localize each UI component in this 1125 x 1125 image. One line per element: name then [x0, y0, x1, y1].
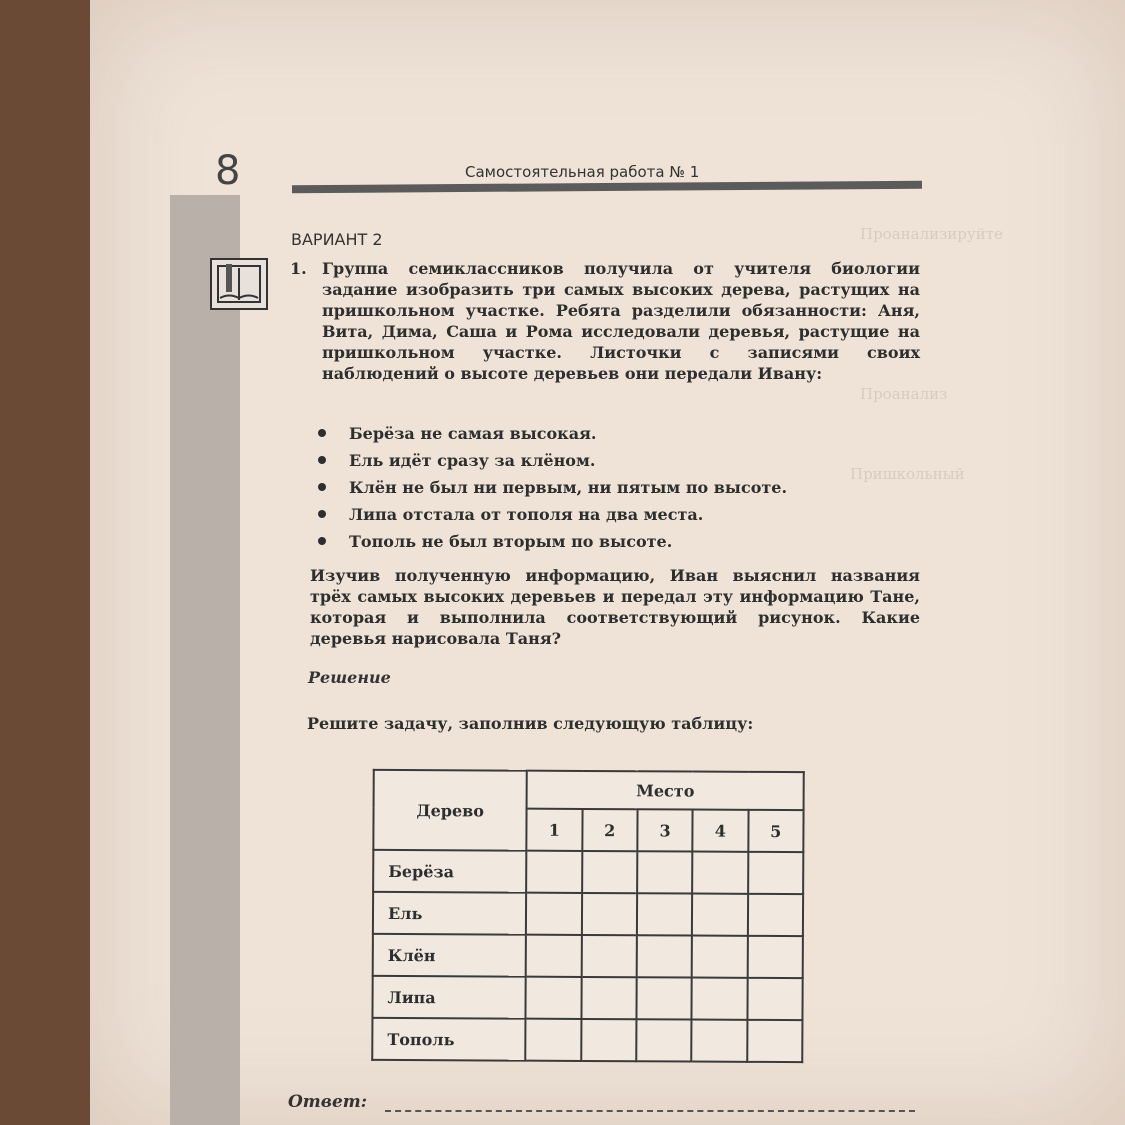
list-item [315, 532, 875, 559]
empty-cell[interactable] [581, 935, 637, 977]
task-text: Группа семиклассников получила от учителя биологии задание изобразить три самых высоких дерева, растущих на пришкольном участке. Ребята разделили обязанности: Аня, Вита, Дима, Саша и Рома исследовали деревья, растущие на пришкольном участке. Листочки с записями своих наблюдений о высоте деревьев они передали Ивану: [322, 259, 920, 383]
show-through-text: Проанализируйте [860, 225, 1003, 243]
tree-name-cell: Берёза [373, 850, 526, 893]
empty-cell[interactable] [692, 852, 748, 894]
empty-cell[interactable] [526, 851, 582, 893]
list-item [315, 478, 875, 505]
bullet-icon [318, 456, 326, 464]
empty-cell[interactable] [692, 978, 748, 1020]
place-number: 4 [693, 810, 749, 852]
table-row [373, 850, 803, 894]
table-row [373, 934, 803, 978]
show-through-text: Пришкольный [850, 465, 965, 483]
empty-cell[interactable] [748, 852, 804, 894]
show-through-text: Проанализ [860, 385, 948, 403]
answer-label: Ответ: [288, 1092, 368, 1112]
empty-cell[interactable] [636, 977, 692, 1019]
observation-text: Тополь не был вторым по высоте. [349, 532, 673, 551]
empty-cell[interactable] [637, 935, 693, 977]
empty-cell[interactable] [526, 935, 582, 977]
table-row [373, 892, 803, 936]
empty-cell[interactable] [582, 851, 638, 893]
tree-name-cell: Ель [373, 892, 526, 935]
bullet-icon [318, 510, 326, 518]
bullet-icon [318, 429, 326, 437]
list-item [315, 505, 875, 532]
book-icon [210, 258, 268, 310]
empty-cell[interactable] [581, 977, 637, 1019]
empty-cell[interactable] [637, 851, 693, 893]
empty-cell[interactable] [747, 1020, 803, 1062]
page-header-title: Самостоятельная работа № 1 [465, 163, 700, 181]
empty-cell[interactable] [526, 977, 582, 1019]
task-question: Изучив полученную информацию, Иван выяснил названия трёх самых высоких деревьев и передал эту информацию Тане, которая и выполнила соответствующий рисунок. Какие деревья нарисовала Таня? [310, 566, 920, 648]
empty-cell[interactable] [636, 1019, 692, 1061]
empty-cell[interactable] [692, 894, 748, 936]
bullet-icon [318, 483, 326, 491]
place-number: 5 [748, 810, 804, 852]
empty-cell[interactable] [692, 936, 748, 978]
place-number: 3 [637, 809, 693, 851]
page-number: 8 [215, 148, 241, 194]
tree-name-cell: Тополь [372, 1018, 525, 1061]
variant-heading: ВАРИАНТ 2 [291, 230, 383, 249]
empty-cell[interactable] [581, 893, 637, 935]
bullet-icon [318, 537, 326, 545]
task-number: 1. [290, 259, 307, 278]
observation-text: Липа отстала от тополя на два места. [349, 505, 704, 524]
answer-table [371, 769, 805, 1063]
empty-cell[interactable] [747, 936, 803, 978]
empty-cell[interactable] [747, 978, 803, 1020]
observation-text: Клён не был ни первым, ни пятым по высоте. [349, 478, 788, 497]
list-item [315, 424, 875, 451]
table-row [372, 976, 802, 1020]
empty-cell[interactable] [692, 1020, 748, 1062]
empty-cell[interactable] [525, 1019, 581, 1061]
tree-name-cell: Клён [373, 934, 526, 977]
solution-label: Решение [308, 668, 391, 687]
place-number: 1 [527, 809, 583, 851]
place-column-header: Место [527, 771, 804, 810]
empty-cell[interactable] [748, 894, 804, 936]
observation-text: Ель идёт сразу за клёном. [349, 451, 596, 470]
table-row [372, 1018, 802, 1062]
tree-name-cell: Липа [372, 976, 525, 1019]
margin-strip [170, 195, 240, 1125]
task-1 [290, 258, 920, 384]
empty-cell[interactable] [526, 893, 582, 935]
table-instruction: Решите задачу, заполнив следующую таблицу: [307, 714, 754, 733]
empty-cell[interactable] [581, 1019, 637, 1061]
empty-cell[interactable] [637, 893, 693, 935]
tree-column-header: Дерево [373, 770, 527, 851]
answer-line[interactable] [385, 1110, 915, 1112]
observation-list [315, 424, 875, 559]
place-number: 2 [582, 809, 638, 851]
observation-text: Берёза не самая высокая. [349, 424, 597, 443]
list-item [315, 451, 875, 478]
